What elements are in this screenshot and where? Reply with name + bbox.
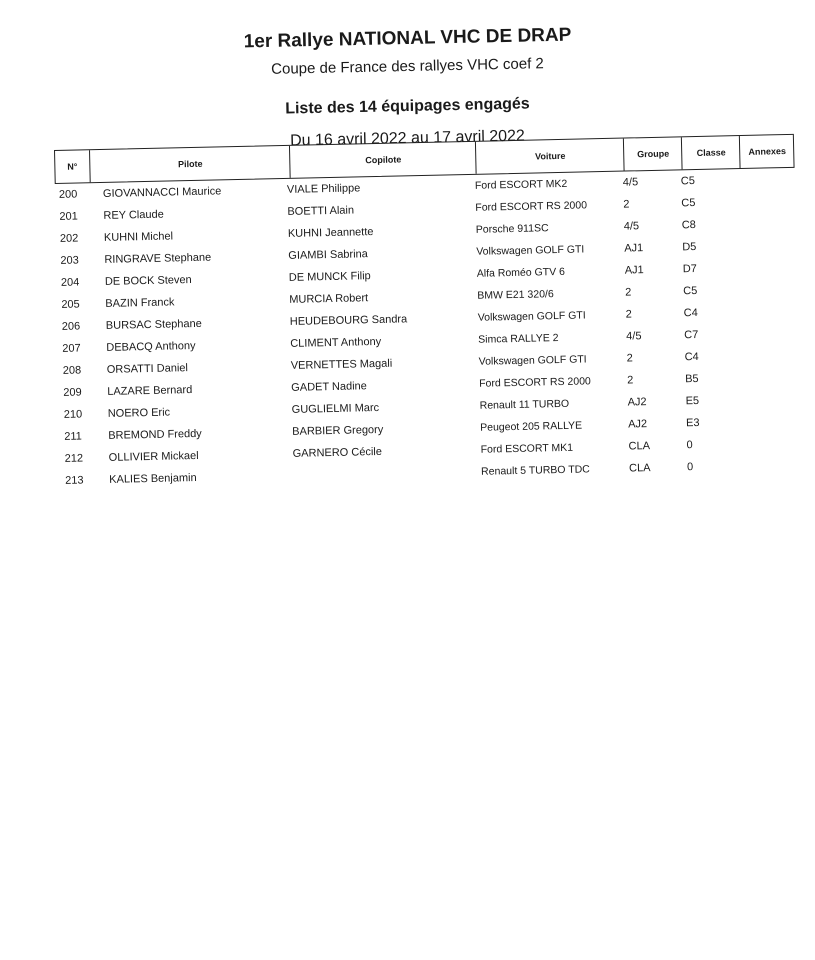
pilote-name: RINGRAVE Stephane: [104, 251, 212, 266]
car-model: BMW E21 320/6: [477, 288, 554, 302]
car-model: Volkswagen GOLF GTI: [476, 243, 585, 258]
copilote-name: VERNETTES Magali: [290, 357, 393, 372]
entry-number: 211: [64, 430, 82, 443]
pilote-name: KALIES Benjamin: [109, 471, 197, 486]
annexes-value: [743, 168, 793, 191]
pilote-name: REY Claude: [103, 208, 164, 222]
entry-number: 212: [64, 452, 84, 465]
pilote-name: NOERO Eric: [107, 406, 171, 420]
column-header-voiture: Voiture: [475, 139, 625, 174]
table-body: [55, 168, 802, 492]
copilote-name: GADET Nadine: [291, 380, 367, 394]
groupe-value: AJ1: [624, 264, 644, 277]
annexes-value: [745, 278, 795, 301]
pilote-name: KUHNI Michel: [103, 230, 174, 244]
classe-value: C5: [683, 285, 698, 298]
classe-value: B5: [685, 372, 699, 386]
pilote-name: LAZARE Bernard: [107, 384, 193, 398]
entry-number: 201: [59, 210, 78, 223]
entries-table: [54, 134, 801, 492]
copilote-name: BOETTI Alain: [287, 204, 355, 218]
groupe-value: 2: [623, 198, 630, 211]
copilote-name: DE MUNCK Filip: [288, 270, 371, 284]
classe-value: C5: [680, 175, 696, 188]
annexes-value: [745, 300, 795, 323]
classe-value: C7: [684, 328, 699, 342]
entry-number: 209: [63, 386, 82, 399]
copilote-name: KUHNI Jeannette: [287, 226, 374, 240]
annexes-value: [747, 388, 797, 411]
pilote-name: BREMOND Freddy: [108, 427, 202, 442]
groupe-value: 4/5: [626, 330, 642, 343]
column-header-classe: Classe: [681, 136, 741, 169]
column-header-copilote: Copilote: [289, 142, 477, 178]
pilote-name: DEBACQ Anthony: [106, 339, 196, 354]
car-model: Porsche 911SC: [475, 222, 549, 236]
groupe-value: AJ2: [627, 396, 647, 409]
pilote-name: ORSATTI Daniel: [106, 362, 189, 376]
annexes-value: [748, 410, 798, 433]
car-model: Renault 5 TURBO TDC: [480, 463, 590, 478]
groupe-value: 2: [627, 374, 634, 387]
groupe-value: 4/5: [623, 220, 640, 233]
annexes-value: [744, 212, 794, 235]
car-model: Ford ESCORT RS 2000: [475, 199, 588, 214]
car-model: Alfa Roméo GTV 6: [476, 265, 566, 280]
entry-number: 210: [63, 408, 83, 421]
car-model: Ford ESCORT MK1: [480, 441, 574, 456]
groupe-value: AJ2: [627, 418, 648, 431]
groupe-value: 2: [626, 352, 633, 365]
car-model: Peugeot 205 RALLYE: [480, 419, 583, 434]
classe-value: E3: [685, 416, 700, 430]
pilote-name: BURSAC Stephane: [105, 317, 202, 332]
entry-number: 200: [58, 188, 78, 201]
column-header-annexes: Annexes: [739, 135, 795, 168]
entry-number: 207: [62, 342, 81, 355]
car-model: Volkswagen GOLF GTI: [477, 309, 586, 324]
copilote-name: VIALE Philippe: [286, 182, 361, 196]
column-header-pilote: Pilote: [89, 146, 291, 182]
entry-number: 206: [61, 320, 81, 333]
copilote-name: [293, 461, 473, 487]
classe-value: C5: [681, 197, 696, 210]
entry-number: 213: [65, 474, 84, 487]
column-header-num: N°: [67, 161, 78, 172]
list-title: Liste des 14 équipages engagés: [285, 95, 530, 118]
pilote-name: GIOVANNACCI Maurice: [102, 185, 222, 200]
groupe-value: CLA: [628, 440, 651, 453]
classe-value: D5: [682, 241, 697, 254]
copilote-name: GARNERO Cécile: [292, 445, 383, 460]
classe-value: C8: [681, 219, 696, 232]
copilote-name: GIAMBI Sabrina: [288, 248, 368, 262]
entry-number: 202: [59, 232, 79, 245]
event-dates: Du 16 avril 2022 au 17 avril 2022: [289, 127, 526, 150]
car-model: Simca RALLYE 2: [478, 332, 559, 346]
annexes-value: [744, 234, 794, 257]
entry-number: 205: [61, 298, 80, 311]
entry-number: 203: [60, 254, 79, 267]
groupe-value: 2: [625, 286, 632, 299]
classe-value: C4: [684, 350, 699, 364]
document-subtitle: Coupe de France des rallyes VHC coef 2: [271, 55, 544, 78]
car-model: Ford ESCORT RS 2000: [479, 375, 591, 390]
pilote-name: BAZIN Franck: [105, 296, 175, 310]
classe-value: C4: [683, 306, 698, 320]
column-header-groupe: Groupe: [623, 137, 683, 170]
document-title: 1er Rallye NATIONAL VHC DE DRAP: [243, 24, 572, 53]
copilote-name: MURCIA Robert: [289, 292, 369, 306]
copilote-name: CLIMENT Anthony: [290, 335, 382, 350]
entry-number: 208: [62, 364, 82, 377]
annexes-value: [748, 432, 798, 455]
copilote-name: HEUDEBOURG Sandra: [289, 313, 408, 328]
annexes-value: [743, 190, 793, 213]
groupe-value: CLA: [628, 462, 651, 475]
annexes-value: [749, 454, 799, 477]
classe-value: 0: [686, 439, 693, 452]
groupe-value: 4/5: [622, 176, 639, 189]
classe-value: D7: [682, 263, 697, 276]
entry-number: 204: [60, 276, 80, 289]
groupe-value: AJ1: [624, 242, 644, 255]
car-model: Volkswagen GOLF GTI: [478, 353, 587, 368]
groupe-value: 2: [625, 308, 632, 321]
classe-value: 0: [686, 461, 694, 474]
annexes-value: [746, 322, 796, 345]
annexes-value: [746, 344, 796, 367]
annexes-value: [747, 366, 797, 389]
copilote-name: BARBIER Gregory: [292, 423, 384, 438]
car-model: Ford ESCORT MK2: [474, 177, 568, 192]
pilote-name: DE BOCK Steven: [104, 274, 192, 288]
classe-value: E5: [685, 394, 700, 408]
annexes-value: [744, 256, 794, 279]
car-model: Renault 11 TURBO: [479, 397, 570, 412]
copilote-name: GUGLIELMI Marc: [291, 401, 380, 416]
pilote-name: OLLIVIER Mickael: [108, 449, 199, 464]
